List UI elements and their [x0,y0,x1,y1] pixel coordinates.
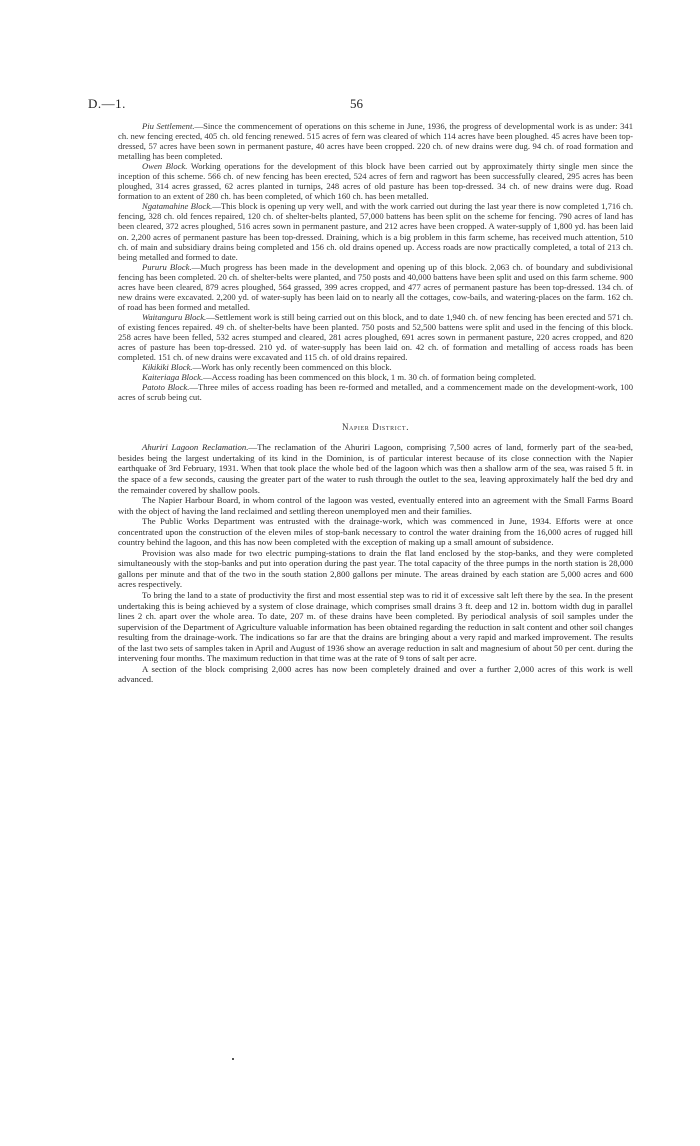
scheme-paragraph [118,121,633,161]
scheme-text: —Access roading has been commenced on this block, 1 m. 30 ch. of formation being completed. [203,372,537,383]
section-heading: Napier District. [341,422,410,433]
scheme-text: Working operations for the development of this block have been carried out by approximately thirty single men since the inception of this scheme. 566 ch. of new fencing has been erected, 524 acres of fern and ragwort has been successfully cleared, 295 acres has been ploughed, 314 acres grassed, 62 acres planted in turnips, 248 acres of old pasture has been top-dressed. 34 ch. of new drains were dug. Road formation to an extent of 280 ch. has been completed, of which 160 ch. has been metalled. [118,161,633,202]
scheme-name: Ngatamahine Block. [142,201,213,212]
scheme-text: —Since the commencement of operations on this scheme in June, 1936, the progress of developmental work is as under: 341 ch. new fencing erected, 405 ch. old fencing renewed. 515 acres of fern was cleared of which 114 acres have been ploughed. 45 acres have been top-dressed, 57 acres have been sown in permanent pasture, 40 acres have been cropped. 220 ch. of new drains were dug. 94 ch. of road formation and metalling has been completed. [118,121,633,162]
scheme-paragraph [118,382,633,402]
napier-paragraph: A section of the block comprising 2,000 acres has now been completely drained and over a further 2,000 acres of this work is well advanced. [118,663,633,685]
page-number: 56 [350,96,363,111]
scheme-text: —Settlement work is still being carried out on this block, and to date 1,940 ch. of new fencing has been erected and 571 ch. of existing fences repaired. 49 ch. of shelter-belts have been planted. 750 posts and 52,500 battens were split and used in the fencing of this block. 258 acres have been felled, 532 acres stumped and cleared, 281 acres ploughed, 691 acres sown in permanent pasture, 220 acres cropped, and 820 acres of pasture has been top-dressed. 210 yd. of water-supply has been laid on. 42 ch. of formation and metalling of access roads has been completed. 151 ch. of new drains were excavated and 115 ch. of old drains repaired. [118,311,633,363]
scheme-text: —Three miles of access roading has been re-formed and metalled, and a commencement made on the development-work, 100 acres of scrub being cut. [118,382,633,403]
scheme-text: —This block is opening up very well, and with the work carried out during the last year there is now completed 1,716 ch. fencing, 328 ch. old fences repaired, 120 ch. of shelter-belts planted, 57,000 battens has been split on the scheme for fencing. 790 acres of land has been cleared, 372 acres ploughed, 516 acres sown in permanent pasture, and 212 acres have been cropped. A water-supply of 1,800 yd. has been laid on. 2,200 acres of permanent pasture has been top-dressed. Draining, which is a big problem in this farm scheme, has received much attention, 510 ch. of main and subsidiary drains being completed and 156 ch. old drains opened up. Access roads are now practically completed, a total of 213 ch. being metalled and formed to date. [118,201,633,262]
scheme-paragraph [118,161,633,201]
napier-paragraph: To bring the land to a state of productivity the first and most essential step was to rid it of excessive salt left there by the sea. In the present undertaking this is being achieved by a system of close drainage, which comprises small drains 3 ft. deep and 12 in. bottom width dug in parallel lines 2 ch. apart over the whole area. To date, 207 m. of these drains have been completed. By periodical analysis of soil samples under the supervision of the Department of Agriculture valuable information has been obtained regarding the reduction in salt content and other soil changes resulting from the drainage-work. The indications so far are that the drains are bringing about a very rapid and marked improvement. The results of the last two sets of samples taken in April and August of 1936 show an average reduction in salt and magnesium of about 50 per cent. during the intervening four months. The maximum reduction in that time was at the rate of 9 tons of salt per acre. [118,589,633,664]
scheme-name: Owen Block. [142,161,188,172]
napier-lead-paragraph [118,442,633,495]
scheme-name: Kaiteriaga Block. [142,372,204,383]
page-header [0,96,700,112]
scheme-name: Patoto Block. [142,382,190,393]
scheme-text: —Work has only recently been commenced on this block. [192,362,392,373]
scheme-paragraph [118,201,633,261]
scheme-name: Pururu Block. [142,261,192,272]
scheme-paragraph [118,312,633,362]
scheme-name: Piu Settlement. [142,121,195,131]
scheme-name: Waitanguru Block. [142,311,207,322]
napier-section [118,442,633,685]
scheme-paragraph [118,372,633,382]
scheme-name: Kikikiki Block. [142,362,193,373]
print-speck [232,1058,234,1060]
scheme-name: Ahuriri Lagoon Reclamation. [142,442,249,453]
scheme-text: —The reclamation of the Ahuriri Lagoon, comprising 7,500 acres of land, formerly part of the sea-bed, besides being the largest undertaking of its kind in the Dominion, is of particular interest because of its close connection with the Napier earthquake of 3rd February, 1931. When that took place the whole bed of the lagoon which was then a shallow arm of the sea, was raised 5 ft. in the space of a few seconds, causing the greater part of the water to rush through the outlet to the sea, leaving approximately half the bed dry and the remainder covered by shallow pools. [118,442,633,495]
napier-paragraph: The Public Works Department was entrusted with the drainage-work, which was commenced in June, 1934. Efforts were at once concentrated upon the construction of the eleven miles of stop-bank necessary to control the water draining from the 16,000 acres of rugged hill country behind the lagoon, and this has now been completed with the exception of making up a small amount of subsidence. [118,516,633,548]
scheme-paragraph [118,262,633,312]
scheme-paragraph [118,362,633,372]
page-body [118,121,633,685]
napier-paragraph: The Napier Harbour Board, in whom control of the lagoon was vested, eventually entered into an agreement with the Small Farms Board with the object of having the land reclaimed and settling thereon unemployed men and their families. [118,495,633,516]
scheme-text: —Much progress has been made in the development and opening up of this block. 2,063 ch. of boundary and subdivisional fencing has been completed. 20 ch. of shelter-belts were planted, and 750 posts and 40,000 battens have been split and used on this farm scheme. 900 acres have been cleared, 879 acres ploughed, 564 grassed, 399 acres cropped, and 477 acres of permanent pasture has been top-dressed. 134 ch. of new drains were excavated. 2,200 yd. of water-suply has been laid on to nearly all the cottages, cow-bails, and watering-places on the farm. 162 ch. of road has been formed and metalled. [118,261,633,312]
document-reference: D.—1. [88,96,126,111]
napier-paragraph: Provision was also made for two electric pumping-stations to drain the flat land enclosed by the stop-banks, and they were completed simultaneously with the stop-banks and put into operation during the past year. The total capacity of the three pumps in the north station is 28,000 gallons per minute and that of the two in the south station 2,800 gallons per minute. The areas drained by each station are 5,000 acres and 600 acres respectively. [118,547,633,590]
